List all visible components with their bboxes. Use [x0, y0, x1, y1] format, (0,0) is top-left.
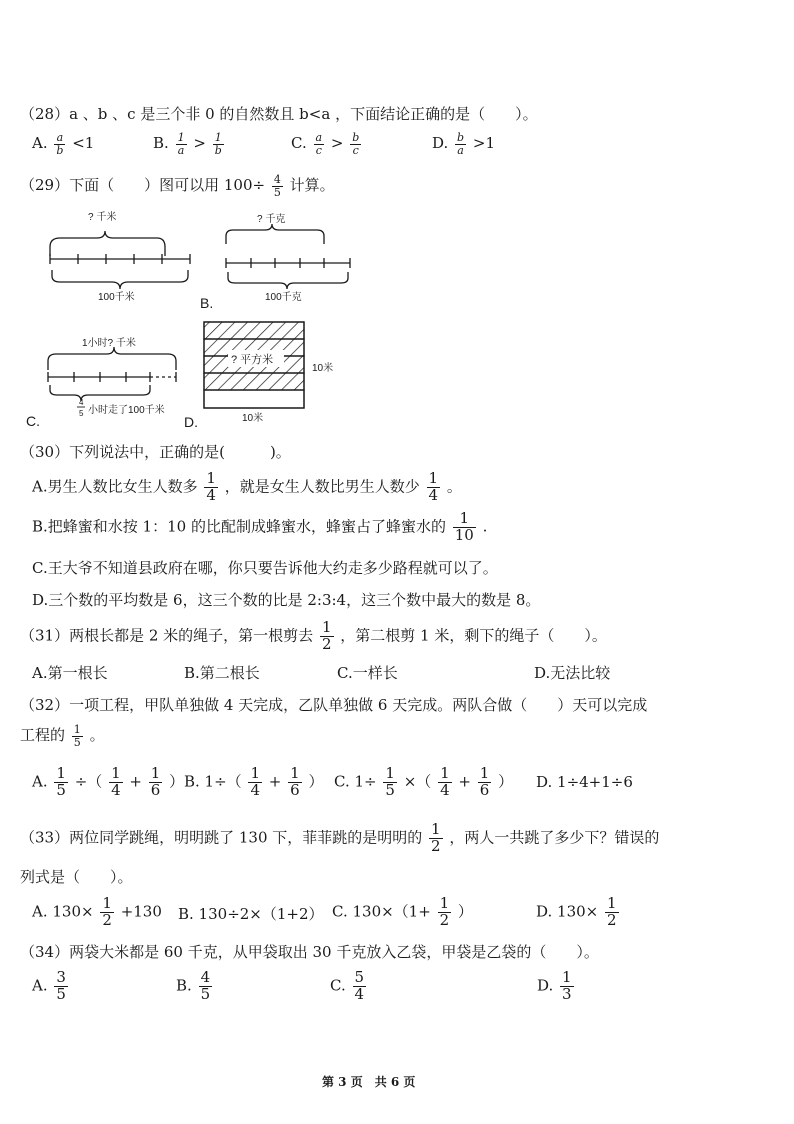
q33-option-c[interactable]	[332, 896, 473, 929]
q32-stem-num: 1	[73, 723, 81, 736]
diagram-c-bottom-brace	[50, 385, 150, 401]
diagram-d-bottom-label: 10米	[242, 413, 264, 424]
q28-a-label: A.	[32, 134, 48, 153]
q32-c-num2: 1	[440, 764, 450, 782]
q32-c-num3: 1	[479, 764, 490, 782]
q28-b-label: B.	[153, 134, 169, 153]
q30-b-tail: .	[482, 517, 488, 536]
q30-a-tail: 。	[446, 477, 462, 496]
q31-stem-pre: （31）两根长都是 2 米的绳子，第一根剪去	[20, 626, 314, 645]
q32-a-den1: 5	[56, 780, 66, 799]
q33-stem-line2: 列式是（ ）。	[20, 868, 133, 886]
q30-b-den: 10	[454, 525, 474, 544]
q30-a-num1: 1	[206, 469, 216, 487]
q30-a-mid: ，就是女生人数比男生人数少	[224, 477, 420, 496]
q28-c-label: C.	[291, 134, 307, 153]
q32-c-op: ×（	[403, 772, 432, 791]
q28-stem: （28）a 、b 、c 是三个非 0 的自然数且 b<a ，下面结论正确的是（ ）。	[20, 105, 538, 123]
q31-stem-post: ，第二根剪 1 米，剩下的绳子（ ）。	[340, 626, 607, 645]
q28-b-op: >	[193, 134, 206, 153]
q34-option-c[interactable]	[330, 970, 368, 1003]
q32-a-num2: 1	[111, 764, 121, 782]
page-footer: 第 3 页 共 6 页	[322, 1075, 416, 1089]
q32-c-close: ）	[498, 772, 514, 791]
q28-b-den1: a	[177, 143, 185, 157]
q34-option-d[interactable]	[537, 970, 576, 1003]
q32-stem-line2	[20, 724, 105, 748]
q32-a-op: ÷（	[74, 772, 103, 791]
q32-stem-post: 。	[89, 726, 105, 745]
q34-b-den: 5	[200, 984, 211, 1003]
diagram-c-bottom-label: 小时走了100千米	[88, 405, 165, 416]
diagram-d-side-label: 10米	[312, 363, 334, 374]
diagram-b-option-label: B.	[200, 295, 214, 311]
q32-a-num1: 1	[56, 764, 66, 782]
q32-b-den2: 6	[290, 780, 300, 799]
q33-a-pre: A. 130×	[32, 902, 94, 921]
q33-d-den: 2	[607, 910, 617, 929]
q33-option-d[interactable]	[536, 896, 621, 929]
q30-option-d[interactable]: D.三个数的平均数是 6，这三个数的比是 2:3:4，这三个数中最大的数是 8。	[32, 591, 541, 609]
q32-b-num2: 1	[290, 764, 300, 782]
q32-b-num1: 1	[250, 764, 260, 782]
q29-stem-post: 计算。	[289, 176, 335, 195]
diagram-b-top-brace	[226, 224, 324, 244]
q28-b-num1: 1	[177, 131, 185, 144]
q30-a-den2: 4	[428, 485, 439, 504]
q28-option-c[interactable]	[291, 132, 363, 156]
q34-option-a[interactable]	[32, 970, 70, 1003]
q34-a-num: 3	[56, 968, 66, 986]
q33-stem-line1	[20, 822, 659, 855]
diagram-d-option-label: D.	[184, 414, 198, 430]
q33-c-pre: C. 130×（1+	[332, 902, 431, 921]
q30-option-b[interactable]	[32, 511, 487, 544]
q33-c-tail: ）	[457, 902, 473, 921]
q32-b-close: ）	[308, 772, 324, 791]
q33-stem-num: 1	[431, 820, 441, 838]
q33-a-tail: +130	[120, 902, 162, 921]
diagram-b-bottom-brace	[228, 272, 348, 289]
q33-c-den: 2	[439, 910, 450, 929]
q32-b-label: B. 1÷（	[184, 772, 242, 791]
q29-frac-num: 4	[273, 173, 281, 186]
q32-stem-line1: （32）一项工程，甲队单独做 4 天完成，乙队单独做 6 天完成。两队合做（ ）天可以完成	[20, 696, 648, 714]
q28-b-num2: 1	[213, 132, 224, 145]
q28-b-den2: b	[214, 143, 222, 157]
q32-a-close: ）	[169, 772, 185, 791]
q32-c-den1: 5	[385, 780, 395, 799]
q28-c-num2: b	[352, 131, 360, 144]
diagram-a-bottom-brace	[52, 270, 188, 289]
q32-option-a[interactable]	[32, 766, 184, 799]
q33-a-den: 2	[102, 910, 112, 929]
q28-c-den2: c	[352, 143, 359, 157]
q33-option-b[interactable]: B. 130÷2×（1+2）	[178, 905, 324, 923]
q32-stem-den: 5	[73, 735, 81, 749]
q28-a-tail: <1	[72, 134, 95, 153]
q33-option-a[interactable]	[32, 896, 162, 929]
q33-stem-den: 2	[431, 836, 441, 855]
q34-d-den: 3	[562, 984, 572, 1003]
q34-c-den: 4	[354, 984, 365, 1003]
diagram-a-bottom-label: 100千米	[98, 292, 135, 303]
q32-a-num3: 1	[150, 764, 161, 782]
q34-stem: （34）两袋大米都是 60 千克，从甲袋取出 30 千克放入乙袋，甲袋是乙袋的（ ）。	[20, 943, 599, 961]
diagram-c-option-label: C.	[26, 413, 40, 429]
q34-a-den: 5	[56, 984, 66, 1003]
q28-a-num: a	[54, 132, 65, 145]
q29-frac-den: 5	[273, 185, 281, 199]
q34-option-b[interactable]	[176, 970, 214, 1003]
q28-c-num1: a	[315, 131, 323, 144]
q30-b-pre: B.把蜂蜜和水按 1：10 的比配制成蜂蜜水，蜂蜜占了蜂蜜水的	[32, 517, 446, 536]
q28-option-a[interactable]	[32, 132, 94, 156]
q31-option-b[interactable]: B.第二根长	[184, 664, 260, 682]
q34-c-num: 5	[354, 968, 365, 986]
diagram-c[interactable]	[48, 347, 176, 401]
q32-c-plus: +	[458, 772, 471, 791]
q34-d-num: 1	[562, 968, 572, 986]
diagram-d-hatch-strip	[204, 322, 304, 339]
q33-stem-post: ，两人一共跳了多少下？错误的	[449, 828, 660, 847]
q32-b-den1: 4	[250, 780, 260, 799]
q33-d-num: 1	[607, 894, 617, 912]
q34-b-label: B.	[176, 976, 192, 995]
diagram-d-hatch-strip	[204, 373, 304, 390]
q32-option-b[interactable]	[184, 766, 323, 799]
q32-a-den2: 4	[111, 780, 121, 799]
q32-a-plus: +	[129, 772, 142, 791]
q32-c-label: C. 1÷	[334, 772, 377, 791]
diagram-c-bottom-num: 4	[79, 398, 84, 407]
diagram-a-top-label: ? 千米	[88, 212, 117, 223]
q29-diagrams	[0, 200, 794, 432]
q28-c-den1: c	[315, 143, 322, 157]
q31-option-c[interactable]: C.一样长	[337, 664, 398, 682]
diagram-c-top-label: 1小时? 千米	[82, 338, 136, 349]
q32-c-den3: 6	[479, 780, 490, 799]
q33-stem-pre: （33）两位同学跳绳，明明跳了 130 下，菲菲跳的是明明的	[20, 828, 423, 847]
q28-d-den: a	[457, 143, 464, 157]
q32-option-d[interactable]: D. 1÷4+1÷6	[536, 773, 633, 791]
diagram-c-top-brace	[48, 347, 176, 370]
q33-c-num: 1	[439, 894, 450, 912]
q32-c-den2: 4	[440, 780, 450, 799]
q30-a-den1: 4	[206, 485, 216, 504]
diagram-a[interactable]	[50, 231, 190, 289]
q30-option-c[interactable]: C.王大爷不知道县政府在哪，你只要告诉他大约走多少路程就可以了。	[32, 559, 498, 577]
q30-a-num2: 1	[428, 469, 439, 487]
diagram-c-bottom-den: 5	[79, 409, 84, 418]
q28-d-label: D.	[432, 134, 449, 153]
q29-stem	[20, 174, 335, 198]
q30-a-pre: A.男生人数比女生人数多	[32, 477, 198, 496]
diagram-d-blank-strip	[204, 390, 304, 408]
q34-a-label: A.	[32, 976, 48, 995]
q28-option-d[interactable]	[432, 132, 495, 156]
q33-d-pre: D. 130×	[536, 902, 599, 921]
diagram-b-top-label: ? 千克	[257, 214, 286, 225]
q32-option-c[interactable]	[334, 766, 513, 799]
q31-option-d[interactable]: D.无法比较	[534, 664, 611, 682]
q34-b-num: 4	[200, 968, 211, 986]
q32-stem-pre: 工程的	[20, 726, 66, 745]
q32-a-label: A.	[32, 772, 48, 791]
q30-stem: （30）下列说法中，正确的是( )。	[20, 443, 291, 461]
q30-b-num: 1	[453, 511, 476, 528]
q28-d-num: b	[457, 131, 465, 144]
q28-option-b[interactable]	[153, 132, 226, 156]
q31-stem	[20, 620, 607, 653]
q31-option-a[interactable]: A.第一根长	[32, 664, 108, 682]
q32-b-plus: +	[268, 772, 282, 791]
q30-option-a[interactable]	[32, 471, 462, 504]
diagram-b-bottom-label: 100千克	[265, 292, 302, 303]
diagram-a-top-brace	[50, 231, 165, 256]
q31-frac-den: 2	[321, 634, 332, 653]
q28-d-tail: >1	[472, 134, 495, 153]
q32-a-den3: 6	[150, 780, 161, 799]
q28-c-op: >	[330, 134, 344, 153]
q34-c-label: C.	[330, 976, 346, 995]
q32-c-num1: 1	[385, 764, 395, 782]
q31-frac-num: 1	[321, 618, 332, 636]
q29-stem-pre: （29）下面（ ）图可以用 100÷	[20, 176, 266, 195]
diagram-b[interactable]	[226, 224, 350, 289]
q33-a-num: 1	[102, 894, 112, 912]
q28-a-den: b	[56, 143, 64, 157]
q34-d-label: D.	[537, 976, 554, 995]
diagram-d-inner-label: ? 平方米	[231, 354, 274, 366]
